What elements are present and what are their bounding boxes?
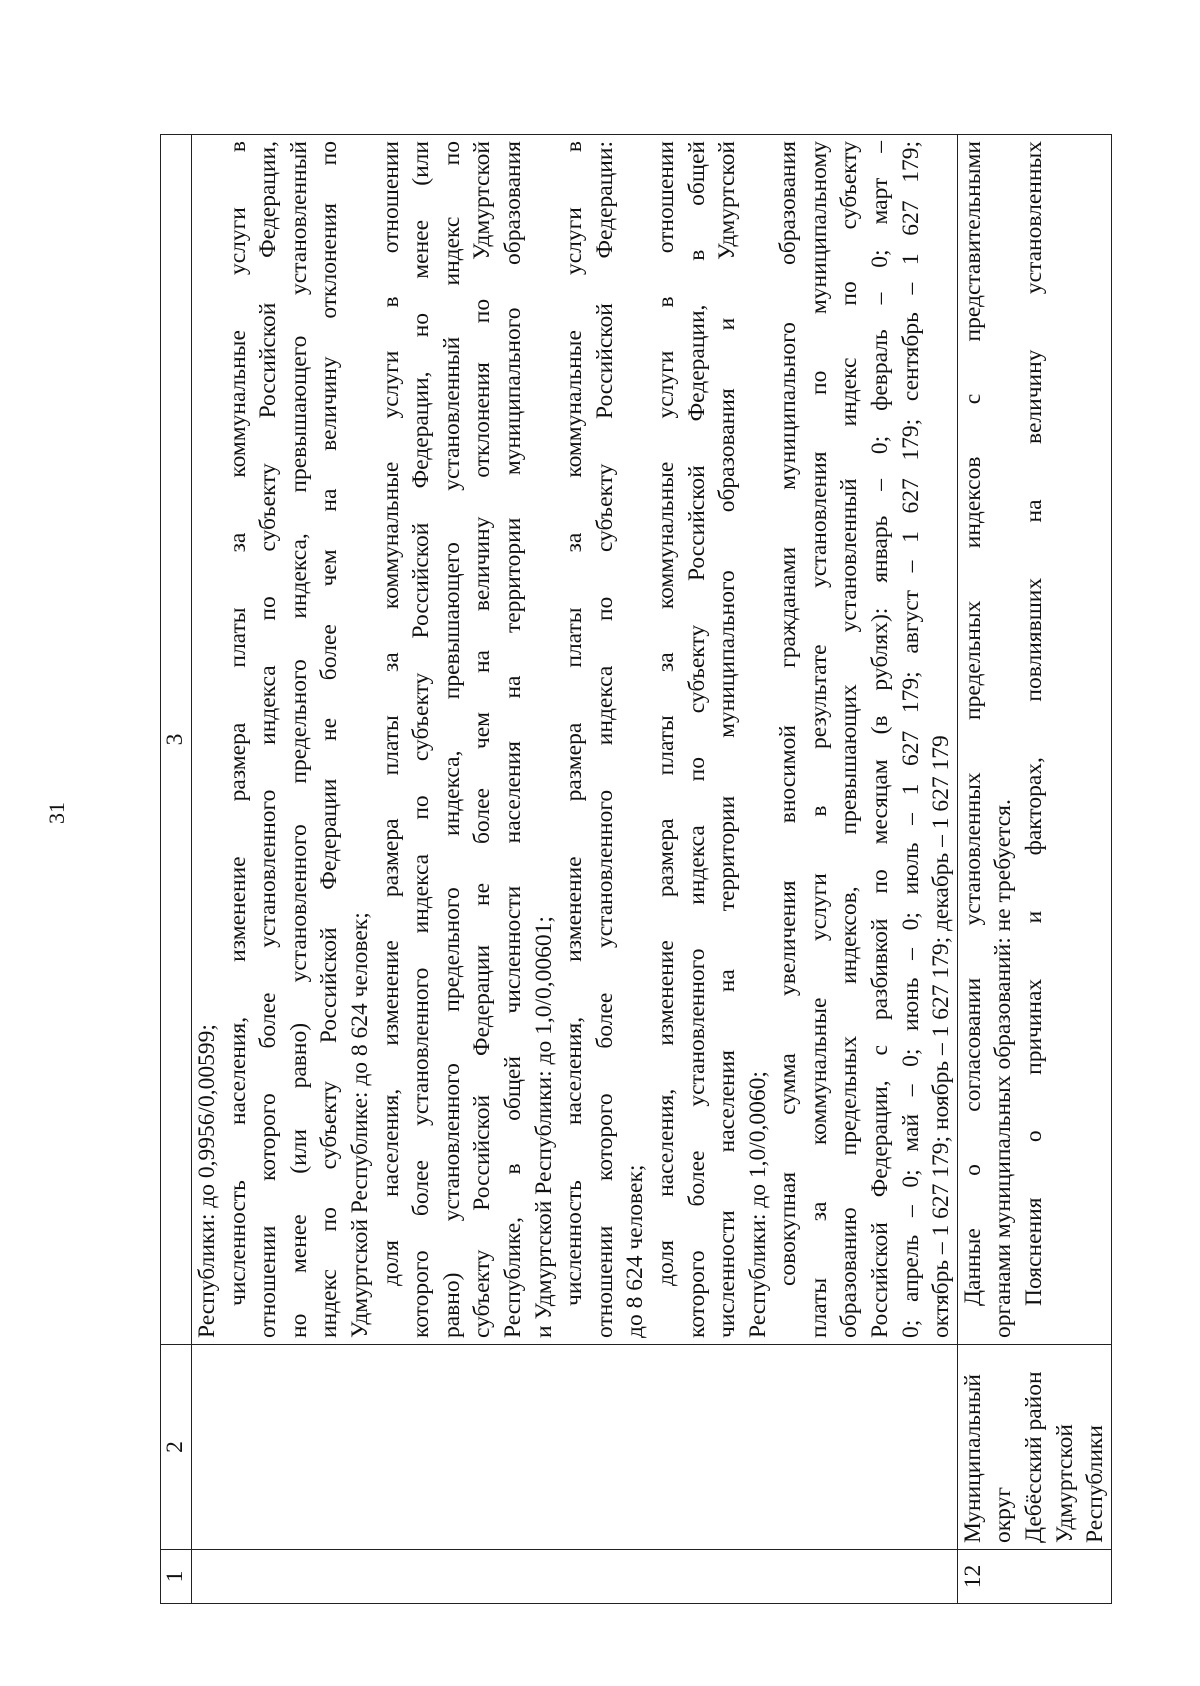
text-line: Республики: до 0,9956/0,00599; [194,1024,220,1338]
column-header-2: 2 [161,1345,192,1550]
region-cell [957,1345,1111,1550]
region-cell [192,1345,958,1550]
table-row [192,135,958,1604]
text-line: образованию предельных индексов, превышающих установленный индекс по субъекту [836,141,863,1338]
text-line: 0; апрель – 0; май – 0; июнь – 0; июль – 1 627 179; август – 1 627 179; сентябрь – 1 627 179; [897,141,924,1338]
column-header-1: 1 [161,1550,192,1604]
text-line: Пояснения о причинах и факторах, повлиявших на величину установленных [1021,141,1048,1306]
description-cell [957,135,1111,1345]
text-line: Республике, в общей численности населения на территории муниципального образования [499,141,526,1338]
row-number-cell: 12 [957,1550,1111,1604]
text-line: численность населения, изменение размера платы за коммунальные услуги в [224,141,251,1306]
text-line: до 8 624 человек; [622,1164,649,1338]
text-line: октябрь – 1 627 179; ноябрь – 1 627 179; декабрь – 1 627 179 [928,735,955,1338]
text-line: которого более установленного индекса по субъекту Российской Федерации, но менее (или [408,141,435,1338]
text-line: отношении которого более установленного индекса по субъекту Российской Федерации, [255,141,282,1338]
text-line: и Удмуртской Республики: до 1,0/0,00601; [530,916,557,1338]
table-row [957,135,1111,1604]
region-line: Муниципальный округ [959,1374,1017,1543]
text-line: индекс по субъекту Российской Федерации не более чем на величину отклонения по [316,141,343,1338]
text-line: доля населения, изменение размера платы за коммунальные услуги в отношении [377,141,404,1286]
text-line: Российской Федерации, с разбивкой по месяцам (в рублях): январь – 0; февраль – 0; март – [867,141,894,1338]
text-line: Республики: до 1,0/0,0060; [744,1071,771,1338]
text-line: численности населения на территории муниципального образования и Удмуртской [714,141,741,1338]
page-number: 31 [44,802,69,824]
text-line: которого более установленного индекса по субъекту Российской Федерации, в общей [683,141,710,1338]
indices-table [160,134,1112,1604]
row-number-cell [192,1550,958,1604]
rotated-table-container [160,134,1109,1604]
text-line: Удмуртской Республике: до 8 624 человек; [346,912,373,1338]
description-cell [192,135,958,1345]
text-line: но менее (или равно) установленного предельного индекса, превышающего установленный [285,141,312,1338]
table-header-row [161,135,192,1604]
text-line: равно) установленного предельного индекса, превышающего установленный индекс по [438,141,465,1338]
text-line: доля населения, изменение размера платы за коммунальные услуги в отношении [652,141,679,1286]
text-line: органами муниципальных образований: не требуется. [990,799,1017,1338]
text-line: численность населения, изменение размера платы за коммунальные услуги в [561,141,588,1306]
text-line: отношении которого более установленного индекса по субъекту Российской Федерации: [591,141,618,1338]
region-line: Удмуртской Республики [1051,1424,1109,1543]
column-header-3: 3 [161,135,192,1345]
text-line: субъекту Российской Федерации не более чем на величину отклонения по Удмуртской [469,141,496,1338]
text-line: Данные о согласовании установленных предельных индексов с представительными [959,141,986,1306]
text-line: совокупная сумма увеличения вносимой гражданами муниципального образования [775,141,802,1286]
region-line: Дебёсский район [1021,1371,1048,1543]
text-line: платы за коммунальные услуги в результате установления по муниципальному [805,141,832,1338]
